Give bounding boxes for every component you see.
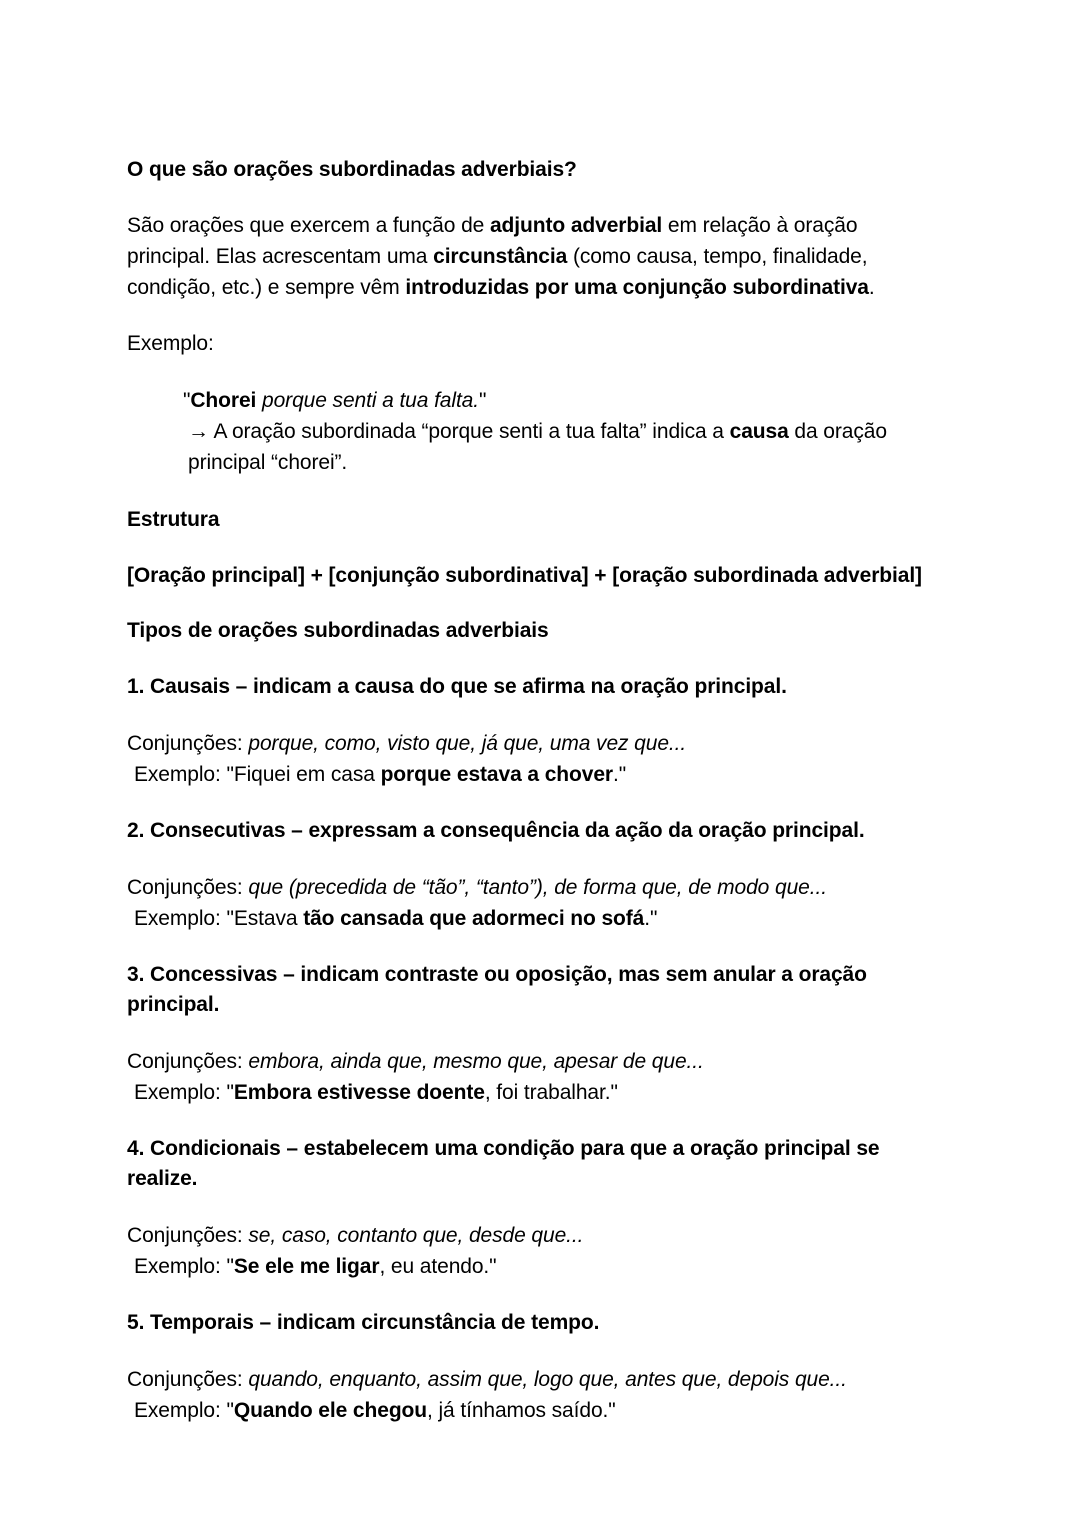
- example-line: [127, 1077, 932, 1108]
- type-heading: [127, 672, 932, 702]
- type-detail-block: [127, 1046, 932, 1108]
- example-explanation-segment-2: da oração principal “chorei”.: [188, 420, 887, 474]
- example-explanation: [183, 417, 932, 479]
- type-heading: [127, 816, 932, 846]
- intro-bold-adjunto-adverbial: adjunto adverbial: [489, 213, 663, 237]
- intro-segment-3: em relação à oração principal. Elas acrescentam uma: [127, 213, 858, 268]
- type-heading-text: 1. Causais – indicam a causa do que se afirma na oração principal.: [127, 675, 787, 699]
- conjunctions-label: Conjunções:: [127, 1049, 249, 1073]
- type-detail-block: [127, 872, 932, 934]
- example-line: [127, 759, 932, 790]
- intro-paragraph: [127, 211, 932, 304]
- conjunctions-line: [127, 728, 932, 759]
- example-line-label: Exemplo:: [134, 1398, 227, 1422]
- conjunctions-list: porque, como, visto que, já que, uma vez que...: [248, 732, 687, 756]
- example-line-pre: ": [226, 1398, 234, 1422]
- example-line-post: , já tínhamos saído.": [427, 1398, 616, 1422]
- conjunctions-label: Conjunções:: [127, 732, 249, 756]
- tipos-heading-text: Tipos de orações subordinadas adverbiais: [127, 619, 549, 643]
- example-bold-causa: causa: [729, 420, 789, 444]
- intro-segment-1: São orações que exercem a função de: [127, 213, 490, 237]
- example-line: [127, 903, 932, 934]
- conjunctions-list: quando, enquanto, assim que, logo que, antes que, depois que...: [248, 1367, 847, 1391]
- example-line-pre: "Estava: [226, 907, 304, 931]
- example-line-post: , eu atendo.": [379, 1254, 497, 1278]
- example-line-bold: porque estava a chover: [380, 763, 613, 787]
- example-label: [127, 329, 932, 360]
- type-heading: [127, 1308, 932, 1338]
- type-heading-text: 3. Concessivas – indicam contraste ou oposição, mas sem anular a oração principal.: [127, 963, 867, 1017]
- example-line-label: Exemplo:: [134, 763, 227, 787]
- conjunctions-list: embora, ainda que, mesmo que, apesar de que...: [248, 1049, 704, 1073]
- conjunctions-line: [127, 1220, 932, 1251]
- section-heading-tipos: [127, 616, 932, 646]
- example-line-pre: ": [226, 1080, 234, 1104]
- type-detail-block: [127, 728, 932, 790]
- example-line: [127, 1251, 932, 1282]
- conjunctions-line: [127, 1364, 932, 1395]
- example-line-label: Exemplo:: [134, 1254, 227, 1278]
- example-line-bold: Quando ele chegou: [233, 1398, 427, 1422]
- example-line-bold: Se ele me ligar: [233, 1254, 380, 1278]
- page-title-text: O que são orações subordinadas adverbiais?: [127, 158, 577, 181]
- intro-bold-introduzidas: introduzidas por uma conjunção subordinativa: [405, 275, 869, 299]
- type-heading-text: 5. Temporais – indicam circunstância de tempo.: [127, 1310, 600, 1334]
- conjunctions-label: Conjunções:: [127, 1367, 249, 1391]
- example-blockquote: [127, 386, 932, 479]
- type-heading-text: 4. Condicionais – estabelecem uma condição para que a oração principal se realize.: [127, 1136, 880, 1190]
- page-title: [127, 155, 932, 185]
- example-explanation-segment-1: → A oração subordinada “porque senti a tua falta” indica a: [188, 420, 730, 444]
- example-label-text: Exemplo:: [127, 332, 214, 356]
- example-line-bold: tão cansada que adormeci no sofá: [303, 907, 645, 931]
- conjunctions-label: Conjunções:: [127, 876, 249, 900]
- example-line-bold: Embora estivesse doente: [233, 1080, 485, 1104]
- intro-segment-5: (como causa, tempo, finalidade, condição, etc.) e sempre vêm: [127, 244, 868, 299]
- example-open-quote: ": [183, 389, 191, 413]
- example-line-pre: ": [226, 1254, 234, 1278]
- type-detail-block: [127, 1220, 932, 1282]
- conjunctions-list: se, caso, contanto que, desde que...: [248, 1223, 584, 1247]
- example-line: [127, 1395, 932, 1426]
- example-line-label: Exemplo:: [134, 1080, 227, 1104]
- conjunctions-list: que (precedida de “tão”, “tanto”), de forma que, de modo que...: [248, 876, 827, 900]
- example-line-post: .": [644, 907, 658, 931]
- section-heading-estrutura: [127, 505, 932, 535]
- type-heading: [127, 1134, 932, 1194]
- example-line-pre: "Fiquei em casa: [226, 763, 381, 787]
- intro-bold-circunstancia: circunstância: [433, 244, 568, 268]
- structure-formula-text: [Oração principal] + [conjunção subordinativa] + [oração subordinada adverbial]: [127, 563, 922, 587]
- example-line-post: , foi trabalhar.": [484, 1080, 618, 1104]
- type-heading-text: 2. Consecutivas – expressam a consequência da ação da oração principal.: [127, 819, 865, 843]
- type-heading: [127, 960, 932, 1020]
- example-line-label: Exemplo:: [134, 907, 227, 931]
- example-line-post: .": [612, 763, 627, 787]
- conjunctions-line: [127, 872, 932, 903]
- example-italic-clause: porque senti a tua falta.: [256, 389, 480, 413]
- conjunctions-label: Conjunções:: [127, 1223, 249, 1247]
- conjunctions-line: [127, 1046, 932, 1077]
- document-body: [127, 155, 932, 1426]
- example-sentence: [183, 386, 932, 417]
- example-bold-chorei: Chorei: [190, 389, 257, 413]
- estrutura-heading-text: Estrutura: [127, 507, 220, 531]
- intro-segment-7: .: [868, 275, 875, 299]
- type-detail-block: [127, 1364, 932, 1426]
- structure-formula: [127, 561, 932, 591]
- example-close-quote: ": [479, 389, 487, 413]
